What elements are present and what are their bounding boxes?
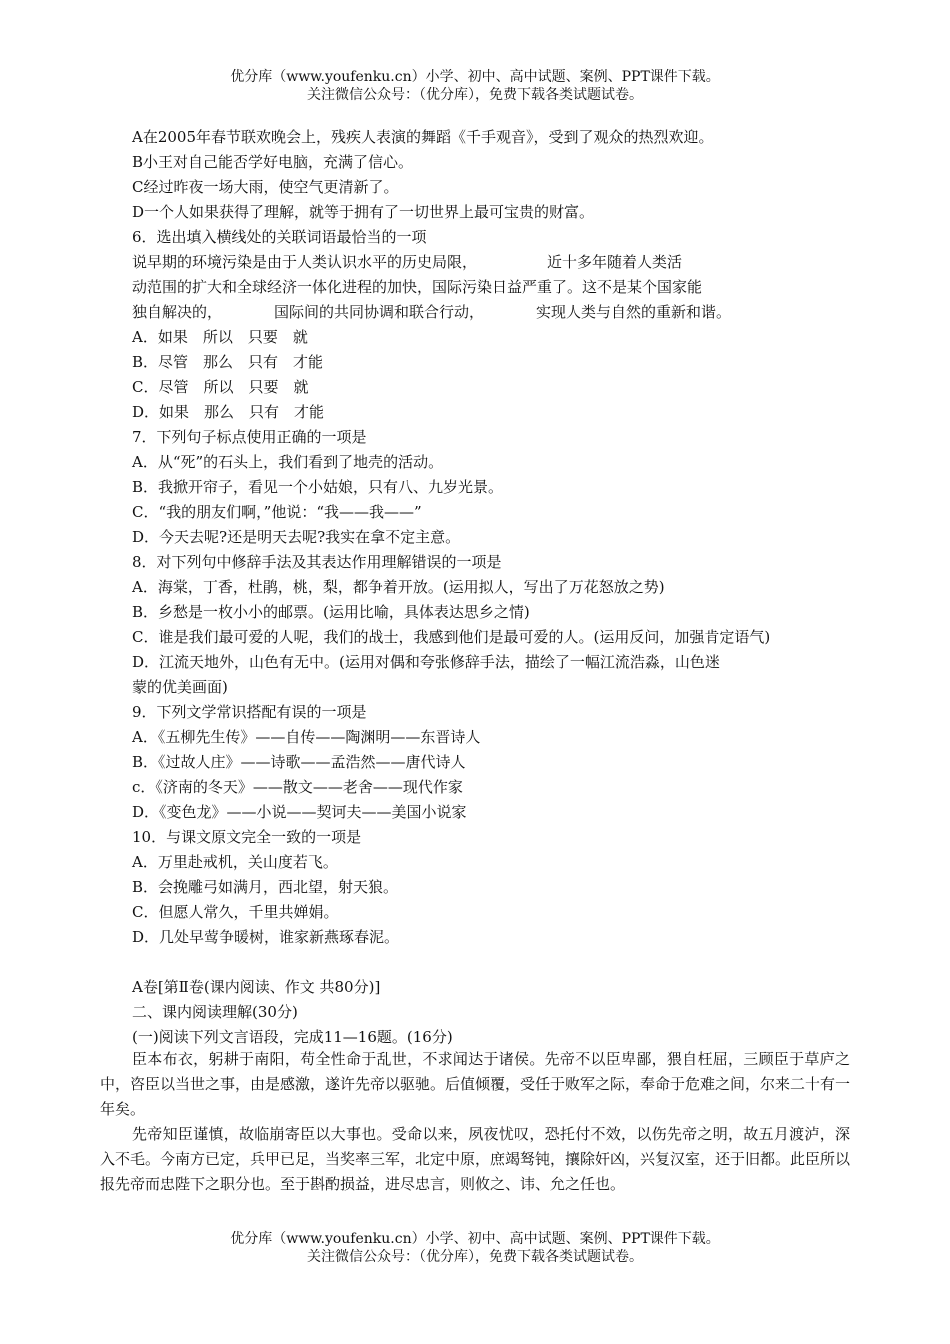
q9-option-b: B．《过故人庄》——诗歌——孟浩然——唐代诗人 — [132, 753, 466, 771]
q8-stem: 8．对下列句中修辞手法及其表达作用理解错误的一项是 — [132, 553, 502, 571]
q8-option-d: D．江流天地外，山色有无中。(运用对偶和夸张修辞手法，描绘了一幅江流浩淼，山色迷 — [132, 653, 720, 671]
classical-passage-para-2: 先帝知臣谨慎，故临崩寄臣以大事也。受命以来，夙夜忧叹，恐托付不效，以伤先帝之明，故五月渡泸，深入不毛。今南方已定，兵甲已足，当奖率三军，北定中原，庶竭驽钝，攘除奸凶，兴复汉室，还于旧都。此臣所以报先帝而忠陛下之职分也。至于斟酌损益，进尽忠言，则攸之、讳、允之任也。 — [100, 1125, 851, 1193]
q9-stem: 9．下列文学常识搭配有误的一项是 — [132, 703, 367, 721]
q8-option-c: C．谁是我们最可爱的人呢，我们的战士，我感到他们是最可爱的人。(运用反问，加强肯定语气) — [132, 628, 771, 646]
q8-option-a: A．海棠，丁香，杜鹃，桃，梨，都争着开放。(运用拟人，写出了万花怒放之势) — [132, 578, 665, 596]
section-subtitle: (一)阅读下列文言语段，完成11—16题。(16分) — [132, 1028, 453, 1046]
q6-stem: 6．选出填入横线处的关联词语最恰当的一项 — [132, 228, 427, 246]
q10-stem: 10．与课文原文完全一致的一项是 — [132, 828, 362, 846]
header-line-2: 关注微信公众号：（优分库），免费下载各类试题试卷。 — [307, 87, 643, 103]
q9-option-c: c．《济南的冬天》——散文——老舍——现代作家 — [132, 778, 463, 796]
q6-passage-part-1: 说早期的环境污染是由于人类认识水平的历史局限， — [132, 253, 478, 271]
header-line-1: 优分库（www.youfenku.cn）小学、初中、高中试题、案例、PPT课件下载。 — [230, 69, 720, 85]
q10-option-c: C．但愿人常久，千里共婵娟。 — [132, 903, 339, 921]
q5-option-d: D一个人如果获得了理解，就等于拥有了一切世界上最可宝贵的财富。 — [132, 203, 595, 221]
q7-option-c: C．“我的朋友们啊，”他说：“我——我——” — [132, 503, 422, 521]
q7-option-a: A．从“死”的石头上，我们看到了地壳的活动。 — [132, 453, 444, 471]
q6-option-b: B．尽管 那么 只有 才能 — [132, 353, 324, 371]
q8-option-b: B．乡愁是一枚小小的邮票。(运用比喻，具体表达思乡之情) — [132, 603, 530, 621]
q7-option-b: B．我掀开帘子，看见一个小姑娘，只有八、九岁光景。 — [132, 478, 504, 496]
q9-option-d: D．《变色龙》——小说——契诃夫——美国小说家 — [132, 803, 467, 821]
q5-option-c: C经过昨夜一场大雨，使空气更清新了。 — [132, 178, 399, 196]
q5-option-a: A在2005年春节联欢晚会上，残疾人表演的舞蹈《千手观音》，受到了观众的热烈欢迎。 — [132, 128, 714, 146]
q6-option-c: C．尽管 所以 只要 就 — [132, 378, 309, 396]
q5-option-b: B小王对自己能否学好电脑，充满了信心。 — [132, 153, 414, 171]
q6-passage-part-4: 独自解决的， — [132, 303, 223, 321]
q9-option-a: A．《五柳先生传》——自传——陶渊明——东晋诗人 — [132, 728, 481, 746]
q10-option-b: B．会挽雕弓如满月，西北望，射天狼。 — [132, 878, 399, 896]
section-title: 二、课内阅读理解(30分) — [132, 1003, 298, 1021]
q6-passage-part-2: 近十多年随着人类活 — [547, 253, 683, 271]
volume-title: A卷[第Ⅱ卷(课内阅读、作文 共80分)] — [132, 978, 381, 996]
q6-passage-part-5: 国际间的共同协调和联合行动， — [274, 303, 485, 321]
footer-line-1: 优分库（www.youfenku.cn）小学、初中、高中试题、案例、PPT课件下载。 — [230, 1231, 720, 1247]
q7-option-d: D．今天去呢?还是明天去呢?我实在拿不定主意。 — [132, 528, 461, 546]
q6-passage-line-1 — [132, 252, 682, 272]
page-header — [0, 68, 950, 104]
q6-passage-part-6: 实现人类与自然的重新和谐。 — [536, 303, 732, 321]
q10-option-a: A．万里赴戒机，关山度若飞。 — [132, 853, 338, 871]
q6-option-d: D．如果 那么 只有 才能 — [132, 403, 325, 421]
q6-option-a: A．如果 所以 只要 就 — [132, 328, 308, 346]
q6-passage-line-3 — [132, 302, 731, 322]
footer-line-2: 关注微信公众号：（优分库），免费下载各类试题试卷。 — [307, 1249, 643, 1265]
q10-option-d: D．几处早莺争暖树，谁家新燕琢春泥。 — [132, 928, 400, 946]
classical-passage-para-1: 臣本布衣，躬耕于南阳，苟全性命于乱世，不求闻达于诸侯。先帝不以臣卑鄙，猥自枉屈，三顾臣于草庐之中，咨臣以当世之事，由是感激，遂许先帝以驱驰。后值倾覆，受任于败军之际，奉命于危难之间，尔来二十有一年矣。 — [100, 1050, 851, 1118]
q6-passage-line-2: 动范围的扩大和全球经济一体化进程的加快，国际污染日益严重了。这不是某个国家能 — [132, 278, 703, 296]
page-footer — [0, 1230, 950, 1266]
q7-stem: 7．下列句子标点使用正确的一项是 — [132, 428, 367, 446]
q8-option-d-continued: 蒙的优美画面) — [132, 678, 228, 696]
